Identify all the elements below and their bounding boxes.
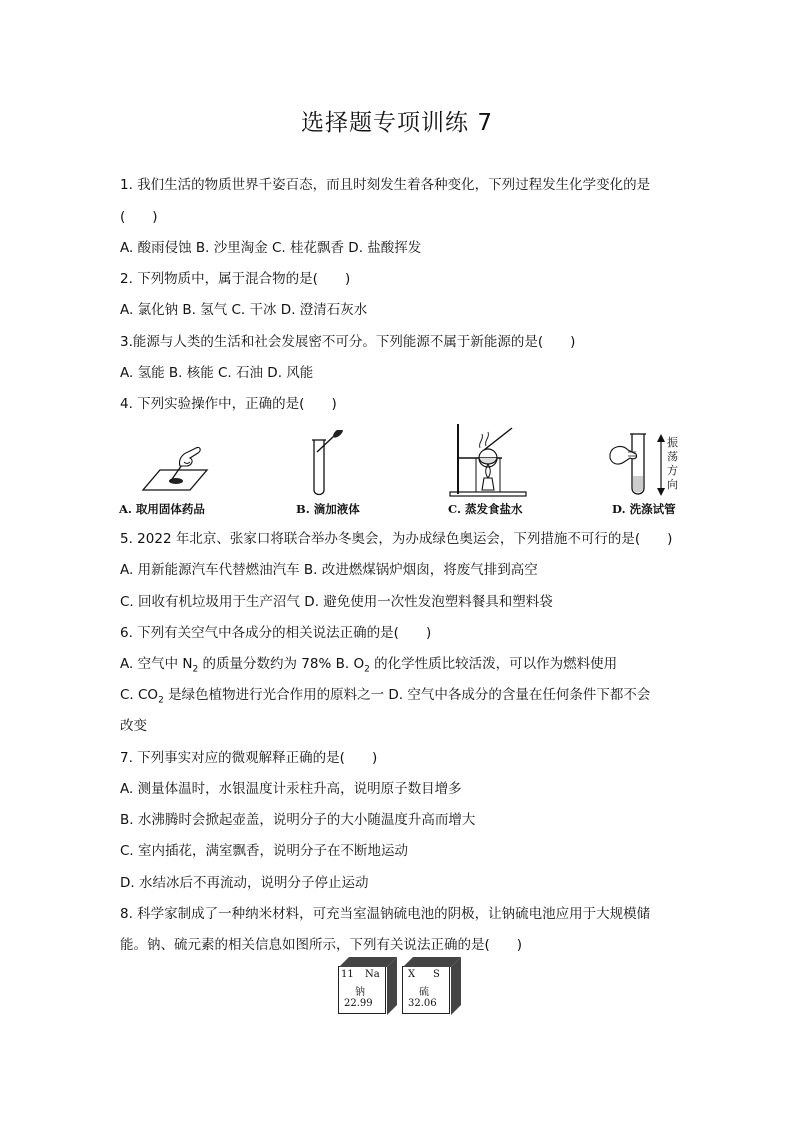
q6-options-ab	[120, 655, 617, 679]
page-title: 选择题专项训练 7	[301, 110, 493, 136]
shake-direction-arrow-icon	[656, 434, 666, 496]
figure-a-caption: A. 取用固体药品	[119, 502, 205, 516]
q8-stem-line2: 能。钠、硫元素的相关信息如图所示，下列有关说法正确的是( )	[120, 937, 523, 953]
q5-stem: 5. 2022 年北京、张家口将联合举办冬奥会，为办成绿色奥运会，下列措施不可行的是( )	[120, 531, 673, 547]
q6-option-d-cont: 改变	[120, 718, 147, 734]
shake-label-3: 方	[667, 464, 678, 477]
figure-a-solid-reagent	[140, 440, 210, 495]
sulfur-mass: 32.06	[408, 998, 437, 1009]
sulfur-number: X	[408, 969, 416, 980]
q2-stem: 2. 下列物质中，属于混合物的是( )	[120, 271, 351, 287]
figure-b-dropper	[300, 430, 350, 498]
q7-option-b: B. 水沸腾时会掀起壶盖，说明分子的大小随温度升高而增大	[120, 812, 476, 828]
q6-option-a-pre: A. 空气中 N	[120, 656, 193, 672]
figure-d-caption: D. 洗涤试管	[612, 502, 676, 516]
q1-stem: 1. 我们生活的物质世界千姿百态，而且时刻发生着各种变化，下列过程发生化学变化的是	[120, 177, 651, 193]
q3-stem: 3.能源与人类的生活和社会发展密不可分。下列能源不属于新能源的是( )	[120, 334, 576, 350]
q7-option-d: D. 水结冰后不再流动，说明分子停止运动	[120, 875, 369, 891]
q6-option-a-sub: 2	[192, 664, 199, 675]
q4-stem: 4. 下列实验操作中，正确的是( )	[120, 396, 337, 412]
figure-d-test-tube	[606, 430, 654, 498]
q6-option-c-sub: 2	[158, 695, 164, 706]
q7-stem: 7. 下列事实对应的微观解释正确的是( )	[120, 750, 378, 766]
q1-options: A. 酸雨侵蚀 B. 沙里淘金 C. 桂花飘香 D. 盐酸挥发	[120, 240, 422, 256]
element-tile-sodium	[338, 966, 386, 1014]
q6-option-b-sub: 2	[364, 664, 370, 675]
q2-options: A. 氯化钠 B. 氢气 C. 干冰 D. 澄清石灰水	[120, 302, 368, 318]
q3-options: A. 氢能 B. 核能 C. 石油 D. 风能	[120, 365, 314, 381]
shake-label-4: 向	[667, 478, 678, 491]
figure-c-caption: C. 蒸发食盐水	[448, 502, 523, 516]
sodium-name: 钠	[355, 987, 365, 998]
q6-option-c-pre: C. CO	[120, 687, 159, 703]
figure-b-caption: B. 滴加液体	[296, 502, 360, 516]
q5-options-line2: C. 回收有机垃圾用于生产沼气 D. 避免使用一次性发泡塑料餐具和塑料袋	[120, 594, 553, 610]
q6-option-c-post: 是绿色植物进行光合作用的原料之一 D. 空气中各成分的含量在任何条件下都不会	[163, 687, 651, 703]
q5-options-line1: A. 用新能源汽车代替燃油汽车 B. 改进燃煤锅炉烟囱，将废气排到高空	[120, 562, 538, 578]
element-tile-sulfur	[402, 966, 450, 1014]
q6-option-a-post: 的质量分数约为 78% B. O	[198, 656, 365, 672]
shake-label-1: 振	[667, 436, 678, 449]
q7-option-c: C. 室内插花，满室飘香，说明分子在不断地运动	[120, 843, 409, 859]
sodium-number: 11	[341, 969, 354, 980]
q6-options-cd	[120, 686, 650, 710]
sulfur-symbol: S	[433, 969, 440, 980]
q8-stem-line1: 8. 科学家制成了一种纳米材料，可充当室温钠硫电池的阴极，让钠硫电池应用于大规模储	[120, 906, 651, 922]
sodium-mass: 22.99	[344, 998, 373, 1009]
sodium-symbol: Na	[365, 969, 380, 980]
q1-bracket: ( )	[120, 209, 158, 225]
q6-option-b-post: 的化学性质比较活泼，可以作为燃料使用	[369, 656, 618, 672]
q6-stem: 6. 下列有关空气中各成分的相关说法正确的是( )	[120, 625, 432, 641]
figure-c-evaporation	[448, 422, 533, 498]
sulfur-name: 硫	[419, 987, 429, 998]
shake-label-2: 荡	[667, 450, 678, 463]
q7-option-a: A. 测量体温时，水银温度计汞柱升高，说明原子数目增多	[120, 781, 462, 797]
